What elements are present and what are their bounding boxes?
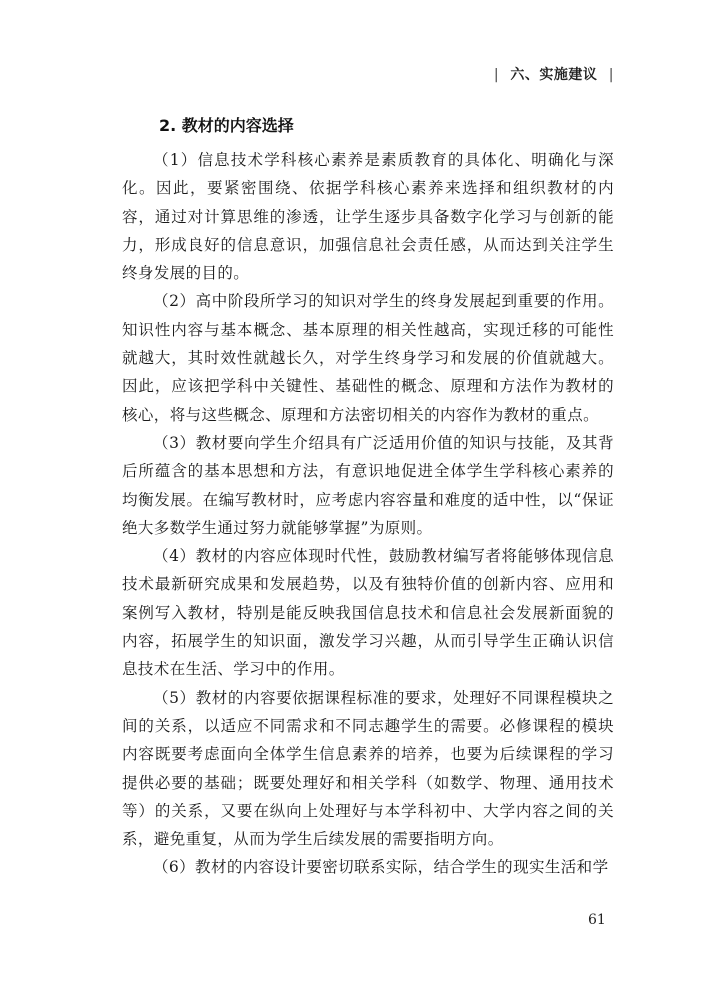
header-left-bar: |: [493, 67, 500, 83]
paragraph-2: （2）高中阶段所学习的知识对学生的终身发展起到重要的作用。知识性内容与基本概念、基本原理的相关性越高，实现迁移的可能性就越大，其时效性就越长久，对学生终身学习和发展的价值就越大。因此，应该把学科中关键性、基础性的概念、原理和方法作为教材的核心，将与这些概念、原理和方法密切相关的内容作为教材的重点。: [122, 292, 614, 424]
header-chapter-title: 六、实施建议: [510, 67, 598, 83]
paragraph-6: （6）教材的内容设计要密切联系实际，结合学生的现实生活和学: [153, 858, 609, 877]
body-text: [122, 146, 614, 882]
running-header: [488, 64, 620, 84]
paragraph-1: （1）信息技术学科核心素养是素质教育的具体化、明确化与深化。因此，要紧密围绕、依据学科核心素养来选择和组织教材的内容，通过对计算思维的渗透，让学生逐步具备数字化学习与创新的能力，形成良好的信息意识，加强信息社会责任感，从而达到关注学生终身发展的目的。: [122, 151, 614, 283]
paragraph-4: （4）教材的内容应体现时代性，鼓励教材编写者将能够体现信息技术最新研究成果和发展趋势，以及有独特价值的创新内容、应用和案例写入教材，特别是能反映我国信息技术和信息社会发展新面貌的内容，拓展学生的知识面，激发学习兴趣，从而引导学生正确认识信息技术在生活、学习中的作用。: [122, 547, 614, 679]
paragraph-5: （5）教材的内容要依据课程标准的要求，处理好不同课程模块之间的关系，以适应不同需求和不同志趣学生的需要。必修课程的模块内容既要考虑面向全体学生信息素养的培养，也要为后续课程的学习提供必要的基础；既要处理好和相关学科（如数学、物理、通用技术等）的关系，又要在纵向上处理好与本学科初中、大学内容之间的关系，避免重复，从而为学生后续发展的需要指明方向。: [122, 688, 614, 849]
page-number: 61: [588, 912, 606, 928]
paragraph-3: （3）教材要向学生介绍具有广泛适用价值的知识与技能，及其背后所蕴含的基本思想和方法，有意识地促进全体学生学科核心素养的均衡发展。在编写教材时，应考虑内容容量和难度的适中性，以“保证绝大多数学生通过努力就能够掌握”为原则。: [122, 433, 614, 537]
header-right-bar: |: [608, 67, 614, 83]
section-title: 2. 教材的内容选择: [159, 116, 294, 135]
